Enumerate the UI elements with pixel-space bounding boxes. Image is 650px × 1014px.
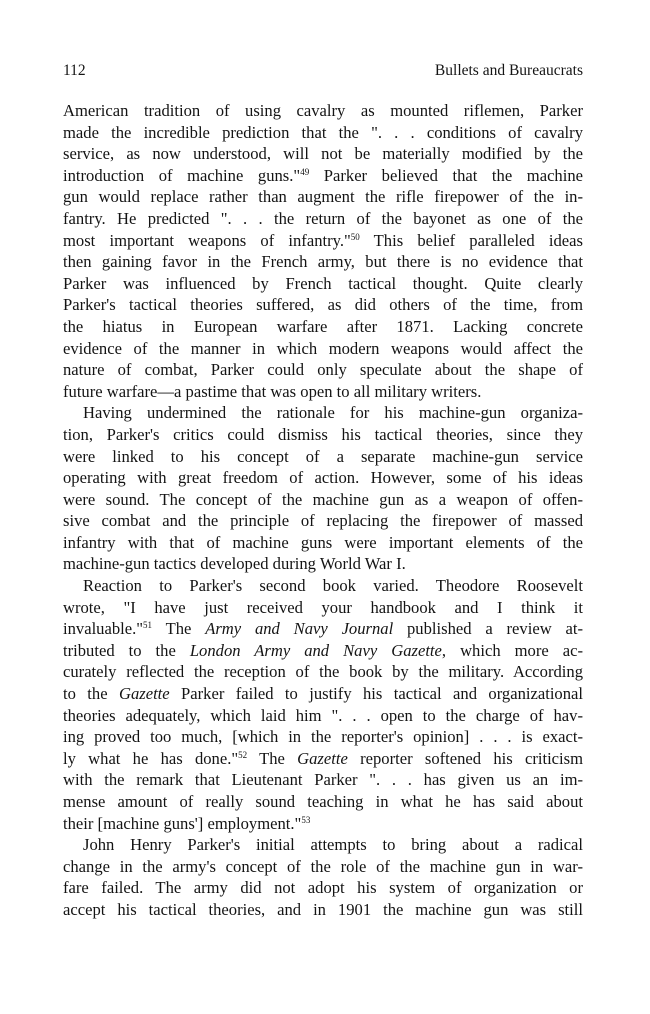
text-segment: The [247, 748, 298, 768]
text-segment: John Henry Parker's initial attempts to bring about a radical [83, 835, 583, 855]
text-segment: This belief paralleled ideas [359, 230, 583, 250]
text-segment: wrote, "I have just received your handbook and I think it [63, 597, 583, 617]
text-line [63, 230, 583, 252]
text-line [63, 748, 583, 770]
text-segment: Parker was influenced by French tactical thought. Quite clearly [63, 273, 583, 293]
text-line [63, 186, 583, 208]
text-line [63, 705, 583, 727]
text-segment: sive combat and the principle of replacing the firepower of massed [63, 511, 583, 531]
italic-title: London Army and Navy Gazette [189, 640, 442, 660]
text-line [63, 618, 583, 640]
footnote-ref: 49 [300, 166, 310, 177]
footnote-ref: 53 [301, 814, 311, 825]
running-head: Bullets and Bureaucrats [434, 62, 583, 79]
text-segment: Parker believed that the machine [309, 165, 584, 185]
text-line [63, 553, 583, 575]
text-segment: curately reflected the reception of the book by the military. According [63, 662, 583, 682]
text-segment: most important weapons of infantry." [63, 230, 351, 250]
text-line [63, 359, 583, 381]
text-segment: introduction of machine guns." [63, 165, 301, 185]
text-segment: ly what he has done." [63, 748, 239, 768]
italic-title: Gazette [297, 748, 348, 768]
text-line [63, 834, 583, 856]
text-line [63, 856, 583, 878]
text-segment: fantry. He predicted ". . . the return of the bayonet as one of the [63, 208, 583, 228]
text-segment: , which more ac- [441, 640, 583, 660]
text-segment: ing proved too much, [which in the reporter's opinion] . . . is exact- [63, 727, 583, 747]
text-line [63, 165, 583, 187]
text-line [63, 489, 583, 511]
footnote-ref: 51 [143, 620, 153, 631]
text-segment: fare failed. The army did not adopt his system of organization or [63, 878, 583, 898]
text-segment: Parker failed to justify his tactical and organizational [169, 684, 584, 704]
text-segment: gun would replace rather than augment the rifle firepower of the in- [63, 187, 583, 207]
text-segment: infantry with that of machine guns were important elements of the [63, 532, 583, 552]
text-line [63, 381, 583, 403]
footnote-ref: 50 [350, 231, 360, 242]
text-line [63, 294, 583, 316]
text-line [63, 467, 583, 489]
text-line [63, 208, 583, 230]
text-segment: the hiatus in European warfare after 1871. Lacking concrete [63, 316, 583, 336]
text-segment: evidence of the manner in which modern weapons would affect the [63, 338, 583, 358]
footnote-ref: 52 [238, 749, 248, 760]
page-header [63, 60, 583, 82]
text-segment: The [152, 619, 206, 639]
text-line [63, 683, 583, 705]
text-segment: change in the army's concept of the role of the machine gun in war- [63, 856, 583, 876]
text-line [63, 640, 583, 662]
text-line [63, 597, 583, 619]
text-segment: with the remark that Lieutenant Parker ". . . has given us an im- [63, 770, 583, 790]
text-line [63, 813, 583, 835]
text-segment: machine-gun tactics developed during World War I. [63, 554, 406, 574]
text-line [63, 251, 583, 273]
text-line [63, 791, 583, 813]
text-line [63, 122, 583, 144]
text-segment: theories adequately, which laid him ". . . open to the charge of hav- [63, 705, 583, 725]
text-segment: reporter softened his criticism [347, 748, 584, 768]
text-segment: Parker's tactical theories suffered, as did others of the time, from [63, 295, 583, 315]
text-segment: invaluable." [63, 619, 144, 639]
text-line [63, 316, 583, 338]
text-line [63, 143, 583, 165]
text-segment: American tradition of using cavalry as mounted riflemen, Parker [63, 101, 583, 120]
text-line [63, 338, 583, 360]
text-line [63, 877, 583, 899]
text-line [63, 661, 583, 683]
text-segment: accept his tactical theories, and in 1901 the machine gun was still [63, 899, 583, 919]
text-line [63, 575, 583, 597]
text-segment: Having undermined the rationale for his machine-gun organiza- [83, 403, 583, 423]
text-line [63, 510, 583, 532]
text-segment: published a review at- [393, 619, 583, 639]
text-line [63, 100, 583, 122]
text-segment: mense amount of really sound teaching in what he has said about [63, 792, 583, 811]
italic-title: Army and Navy Journal [205, 619, 394, 639]
text-segment: nature of combat, Parker could only speculate about the shape of [63, 360, 583, 380]
text-line [63, 273, 583, 295]
text-segment: then gaining favor in the French army, but there is no evidence that [63, 252, 583, 272]
text-line [63, 769, 583, 791]
text-segment: were sound. The concept of the machine gun as a weapon of offen- [63, 489, 583, 509]
page-number: 112 [63, 62, 86, 79]
text-segment: tributed to the [63, 640, 190, 660]
text-line [63, 402, 583, 424]
text-line [63, 532, 583, 554]
text-segment: future warfare—a pastime that was open to all military writers. [63, 381, 482, 401]
text-segment: tion, Parker's critics could dismiss his tactical theories, since they [63, 424, 583, 444]
text-segment: service, as now understood, will not be materially modified by the [63, 144, 583, 164]
text-line [63, 424, 583, 446]
italic-title: Gazette [118, 684, 170, 704]
text-segment: made the incredible prediction that the ". . . conditions of cavalry [63, 122, 583, 142]
body-text [63, 100, 583, 921]
text-line [63, 726, 583, 748]
text-line [63, 899, 583, 921]
text-line [63, 446, 583, 468]
text-segment: operating with great freedom of action. However, some of his ideas [63, 468, 583, 488]
text-segment: their [machine guns'] employment." [63, 813, 302, 833]
text-segment: were linked to his concept of a separate machine-gun service [63, 446, 583, 466]
text-segment: Reaction to Parker's second book varied. Theodore Roosevelt [83, 576, 583, 596]
text-segment: to the [63, 684, 119, 704]
